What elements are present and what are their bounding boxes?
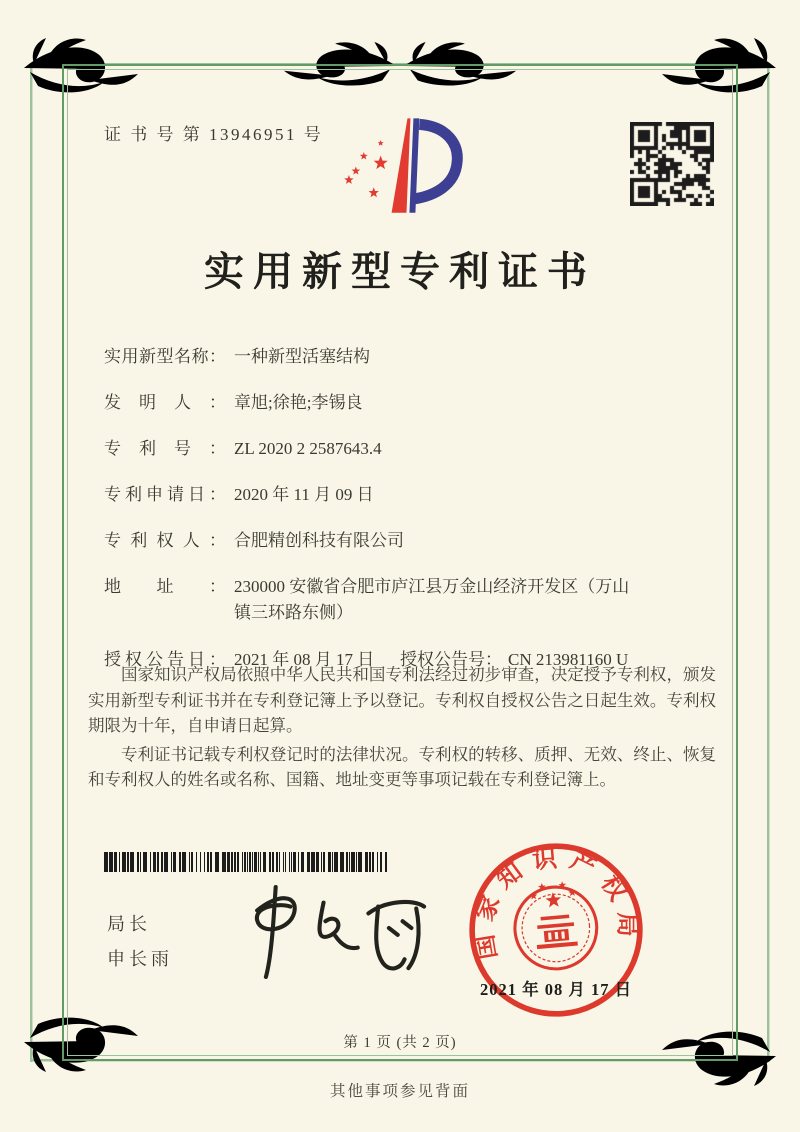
fields-block	[104, 344, 712, 693]
field-label: 专利号：	[104, 439, 226, 458]
field-row-name	[104, 344, 712, 369]
back-side-note: 其他事项参见背面	[329, 1083, 470, 1100]
signer-title: 局长	[107, 914, 151, 934]
field-row-patent-no	[104, 436, 712, 461]
qr-code-icon	[630, 122, 714, 206]
legal-paragraph-1: 国家知识产权局依照中华人民共和国专利法经过初步审查，决定授予专利权，颁发实用新型专利证书并在专利登记簿上予以登记。专利权自授权公告之日起生效。专利权期限为十年，自申请日起算。	[88, 665, 716, 735]
field-label: 实用新型名称：	[104, 347, 226, 366]
field-value: 2021 年 08 月 17 日	[234, 650, 375, 669]
handwritten-signature-icon	[222, 876, 427, 984]
grant-number-label: 授权公告号：	[400, 650, 502, 669]
field-value: 合肥精创科技有限公司	[234, 531, 404, 550]
right-edge-line	[767, 64, 770, 1062]
barcode-icon	[104, 852, 390, 872]
page-number: 第 1 页 (共 2 页)	[343, 1035, 457, 1051]
field-label: 专利权人：	[104, 531, 226, 550]
field-value: 一种新型活塞结构	[234, 347, 370, 366]
seal-text: 国家知识产权局	[469, 844, 641, 962]
field-row-inventors	[104, 390, 712, 415]
field-value: 章旭;徐艳;李锡良	[234, 393, 363, 412]
field-row-filing-date	[104, 482, 712, 507]
field-value: 230000 安徽省合肥市庐江县万金山经济开发区（万山镇三环路东侧）	[234, 577, 630, 622]
signer-name: 申长雨	[107, 949, 173, 969]
field-label: 专利申请日：	[104, 485, 226, 504]
certificate-title: 实用新型专利证书	[204, 249, 596, 294]
field-row-patentee	[104, 528, 712, 553]
field-row-address	[104, 574, 712, 626]
grant-number-value: CN 213981160 U	[508, 650, 629, 669]
left-edge-line	[30, 64, 33, 1062]
field-label: 地址：	[104, 577, 226, 596]
seal-date: 2021 年 08 月 17 日	[479, 980, 633, 999]
legal-text-block	[88, 662, 716, 796]
certificate-number: 证 书 号 第 13946951 号	[104, 125, 324, 144]
legal-paragraph-2: 专利证书记载专利权登记时的法律状况。专利权的转移、质押、无效、终止、恢复和专利权人的姓名或名称、国籍、地址变更等事项记载在专利登记簿上。	[88, 744, 716, 789]
field-label: 发明人：	[104, 393, 226, 412]
field-value: ZL 2020 2 2587643.4	[234, 439, 382, 458]
field-label: 授权公告日：	[104, 650, 226, 669]
cnipa-patent-logo-icon	[336, 110, 470, 238]
field-value: 2020 年 11 月 09 日	[234, 485, 374, 504]
